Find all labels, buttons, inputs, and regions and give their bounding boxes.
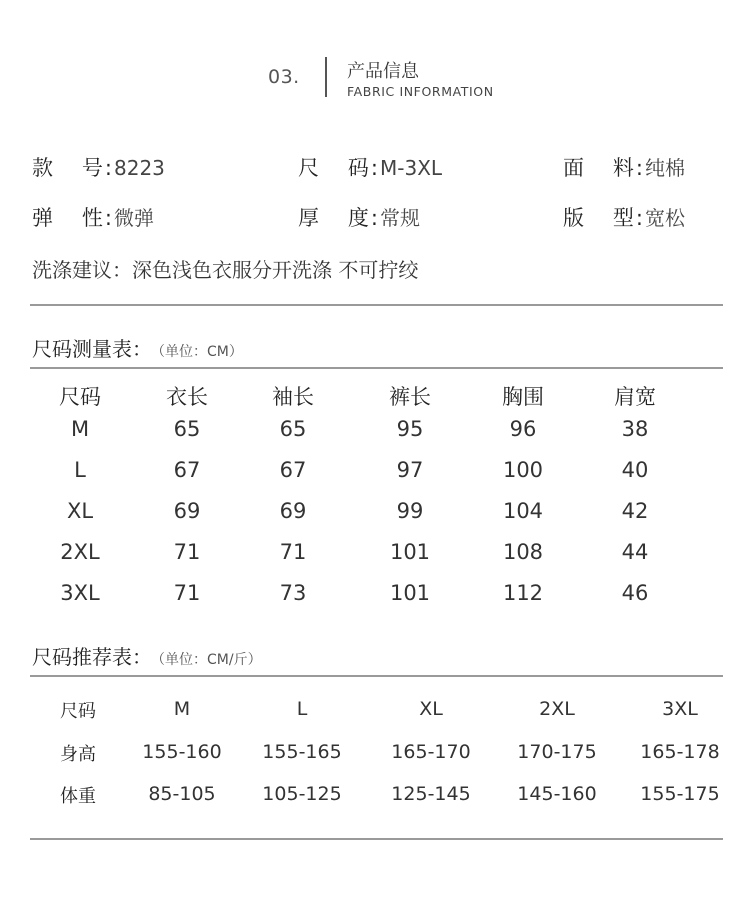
measure-value-cell: 46	[621, 581, 649, 605]
info-colon: :	[370, 156, 378, 180]
recommend-table-title: 尺码推荐表：	[32, 645, 152, 669]
info-label	[298, 202, 378, 232]
info-label-second-char: 号	[81, 156, 103, 180]
recommend-value-cell: 3XL	[662, 698, 698, 720]
info-label-first-char: 尺	[298, 156, 319, 180]
recommend-row-label: 尺码	[60, 701, 96, 722]
recommend-value-cell: 165-170	[391, 741, 471, 763]
measure-value-cell: 65	[279, 417, 307, 441]
measure-value-cell: 108	[502, 540, 544, 564]
measure-header-cell: 袖长	[272, 385, 314, 409]
measure-header-cell: 衣长	[166, 385, 208, 409]
measure-header-cell: 裤长	[389, 385, 431, 409]
measure-table-unit: （单位：CM）	[158, 344, 243, 360]
divider-measure	[30, 367, 723, 369]
info-colon: :	[370, 206, 378, 230]
section-subtitle: FABRIC INFORMATION	[347, 84, 494, 99]
measure-table-title: 尺码测量表：	[32, 337, 152, 361]
info-value: 宽松	[645, 206, 685, 230]
info-label-second-char: 码	[347, 156, 369, 180]
header-divider	[325, 57, 327, 97]
info-item	[563, 202, 685, 232]
info-label	[32, 202, 112, 232]
measure-size-cell: 3XL	[60, 581, 100, 605]
measure-size-cell: XL	[66, 499, 94, 523]
info-value: 纯棉	[645, 156, 685, 180]
info-value: 微弹	[114, 206, 154, 230]
measure-value-cell: 101	[389, 540, 431, 564]
info-label-second-char: 料	[612, 156, 634, 180]
measure-value-cell: 96	[509, 417, 537, 441]
measure-size-cell: M	[70, 417, 90, 441]
divider-recommend	[30, 675, 723, 677]
info-label	[563, 202, 643, 232]
info-colon: :	[104, 206, 112, 230]
info-label-first-char: 款	[32, 156, 53, 180]
recommend-value-cell: 155-175	[640, 783, 720, 805]
info-colon: :	[635, 156, 643, 180]
measure-value-cell: 65	[173, 417, 201, 441]
measure-size-cell: 2XL	[60, 540, 100, 564]
measure-value-cell: 99	[396, 499, 424, 523]
measure-value-cell: 67	[173, 458, 201, 482]
info-label-first-char: 厚	[298, 206, 319, 230]
recommend-value-cell: 170-175	[517, 741, 597, 763]
recommend-value-cell: M	[173, 698, 191, 720]
measure-value-cell: 67	[279, 458, 307, 482]
measure-value-cell: 71	[279, 540, 307, 564]
info-item	[298, 152, 442, 182]
measure-value-cell: 69	[173, 499, 201, 523]
recommend-value-cell: 155-165	[262, 741, 342, 763]
section-title: 产品信息	[347, 61, 419, 82]
info-label	[563, 152, 643, 182]
info-label-second-char: 度	[347, 206, 369, 230]
info-label-first-char: 弹	[32, 206, 53, 230]
measure-value-cell: 69	[279, 499, 307, 523]
section-number: 03.	[268, 66, 300, 88]
measure-header-cell: 胸围	[502, 385, 544, 409]
measure-value-cell: 42	[621, 499, 649, 523]
recommend-value-cell: 85-105	[148, 783, 216, 805]
recommend-value-cell: XL	[419, 698, 443, 720]
info-value: 8223	[114, 156, 165, 180]
recommend-value-cell: 2XL	[539, 698, 575, 720]
measure-header-cell: 尺码	[59, 385, 101, 409]
info-label-second-char: 型	[612, 206, 634, 230]
recommend-table-heading	[32, 641, 262, 670]
measure-value-cell: 71	[173, 581, 201, 605]
measure-value-cell: 73	[279, 581, 307, 605]
info-colon: :	[635, 206, 643, 230]
measure-value-cell: 38	[621, 417, 649, 441]
recommend-row-label: 体重	[60, 786, 96, 807]
info-item	[32, 152, 165, 182]
recommend-value-cell: 105-125	[262, 783, 342, 805]
info-label	[298, 152, 378, 182]
info-label-second-char: 性	[81, 206, 103, 230]
info-value: 常规	[380, 206, 420, 230]
info-label	[32, 152, 112, 182]
recommend-value-cell: 125-145	[391, 783, 471, 805]
info-value: M-3XL	[380, 156, 443, 180]
info-label-first-char: 版	[563, 206, 584, 230]
recommend-value-cell: 165-178	[640, 741, 720, 763]
info-colon: :	[104, 156, 112, 180]
info-label-first-char: 面	[563, 156, 584, 180]
measure-header-cell: 肩宽	[614, 385, 656, 409]
info-item	[563, 152, 685, 182]
recommend-value-cell: 145-160	[517, 783, 597, 805]
recommend-value-cell: L	[296, 698, 308, 720]
measure-value-cell: 95	[396, 417, 424, 441]
measure-size-cell: L	[74, 458, 86, 482]
measure-value-cell: 104	[502, 499, 544, 523]
measure-table-heading	[32, 333, 243, 362]
recommend-value-cell: 155-160	[142, 741, 222, 763]
measure-value-cell: 40	[621, 458, 649, 482]
recommend-row-label: 身高	[60, 744, 96, 765]
measure-value-cell: 112	[502, 581, 544, 605]
info-item	[32, 202, 154, 232]
divider-top	[30, 304, 723, 306]
care-instructions: 洗涤建议：深色浅色衣服分开洗涤 不可拧绞	[32, 258, 419, 282]
info-item	[298, 202, 420, 232]
measure-value-cell: 44	[621, 540, 649, 564]
measure-value-cell: 101	[389, 581, 431, 605]
divider-bottom	[30, 838, 723, 840]
measure-value-cell: 100	[502, 458, 544, 482]
measure-value-cell: 71	[173, 540, 201, 564]
measure-value-cell: 97	[396, 458, 424, 482]
recommend-table-unit: （单位：CM/斤）	[158, 652, 262, 668]
